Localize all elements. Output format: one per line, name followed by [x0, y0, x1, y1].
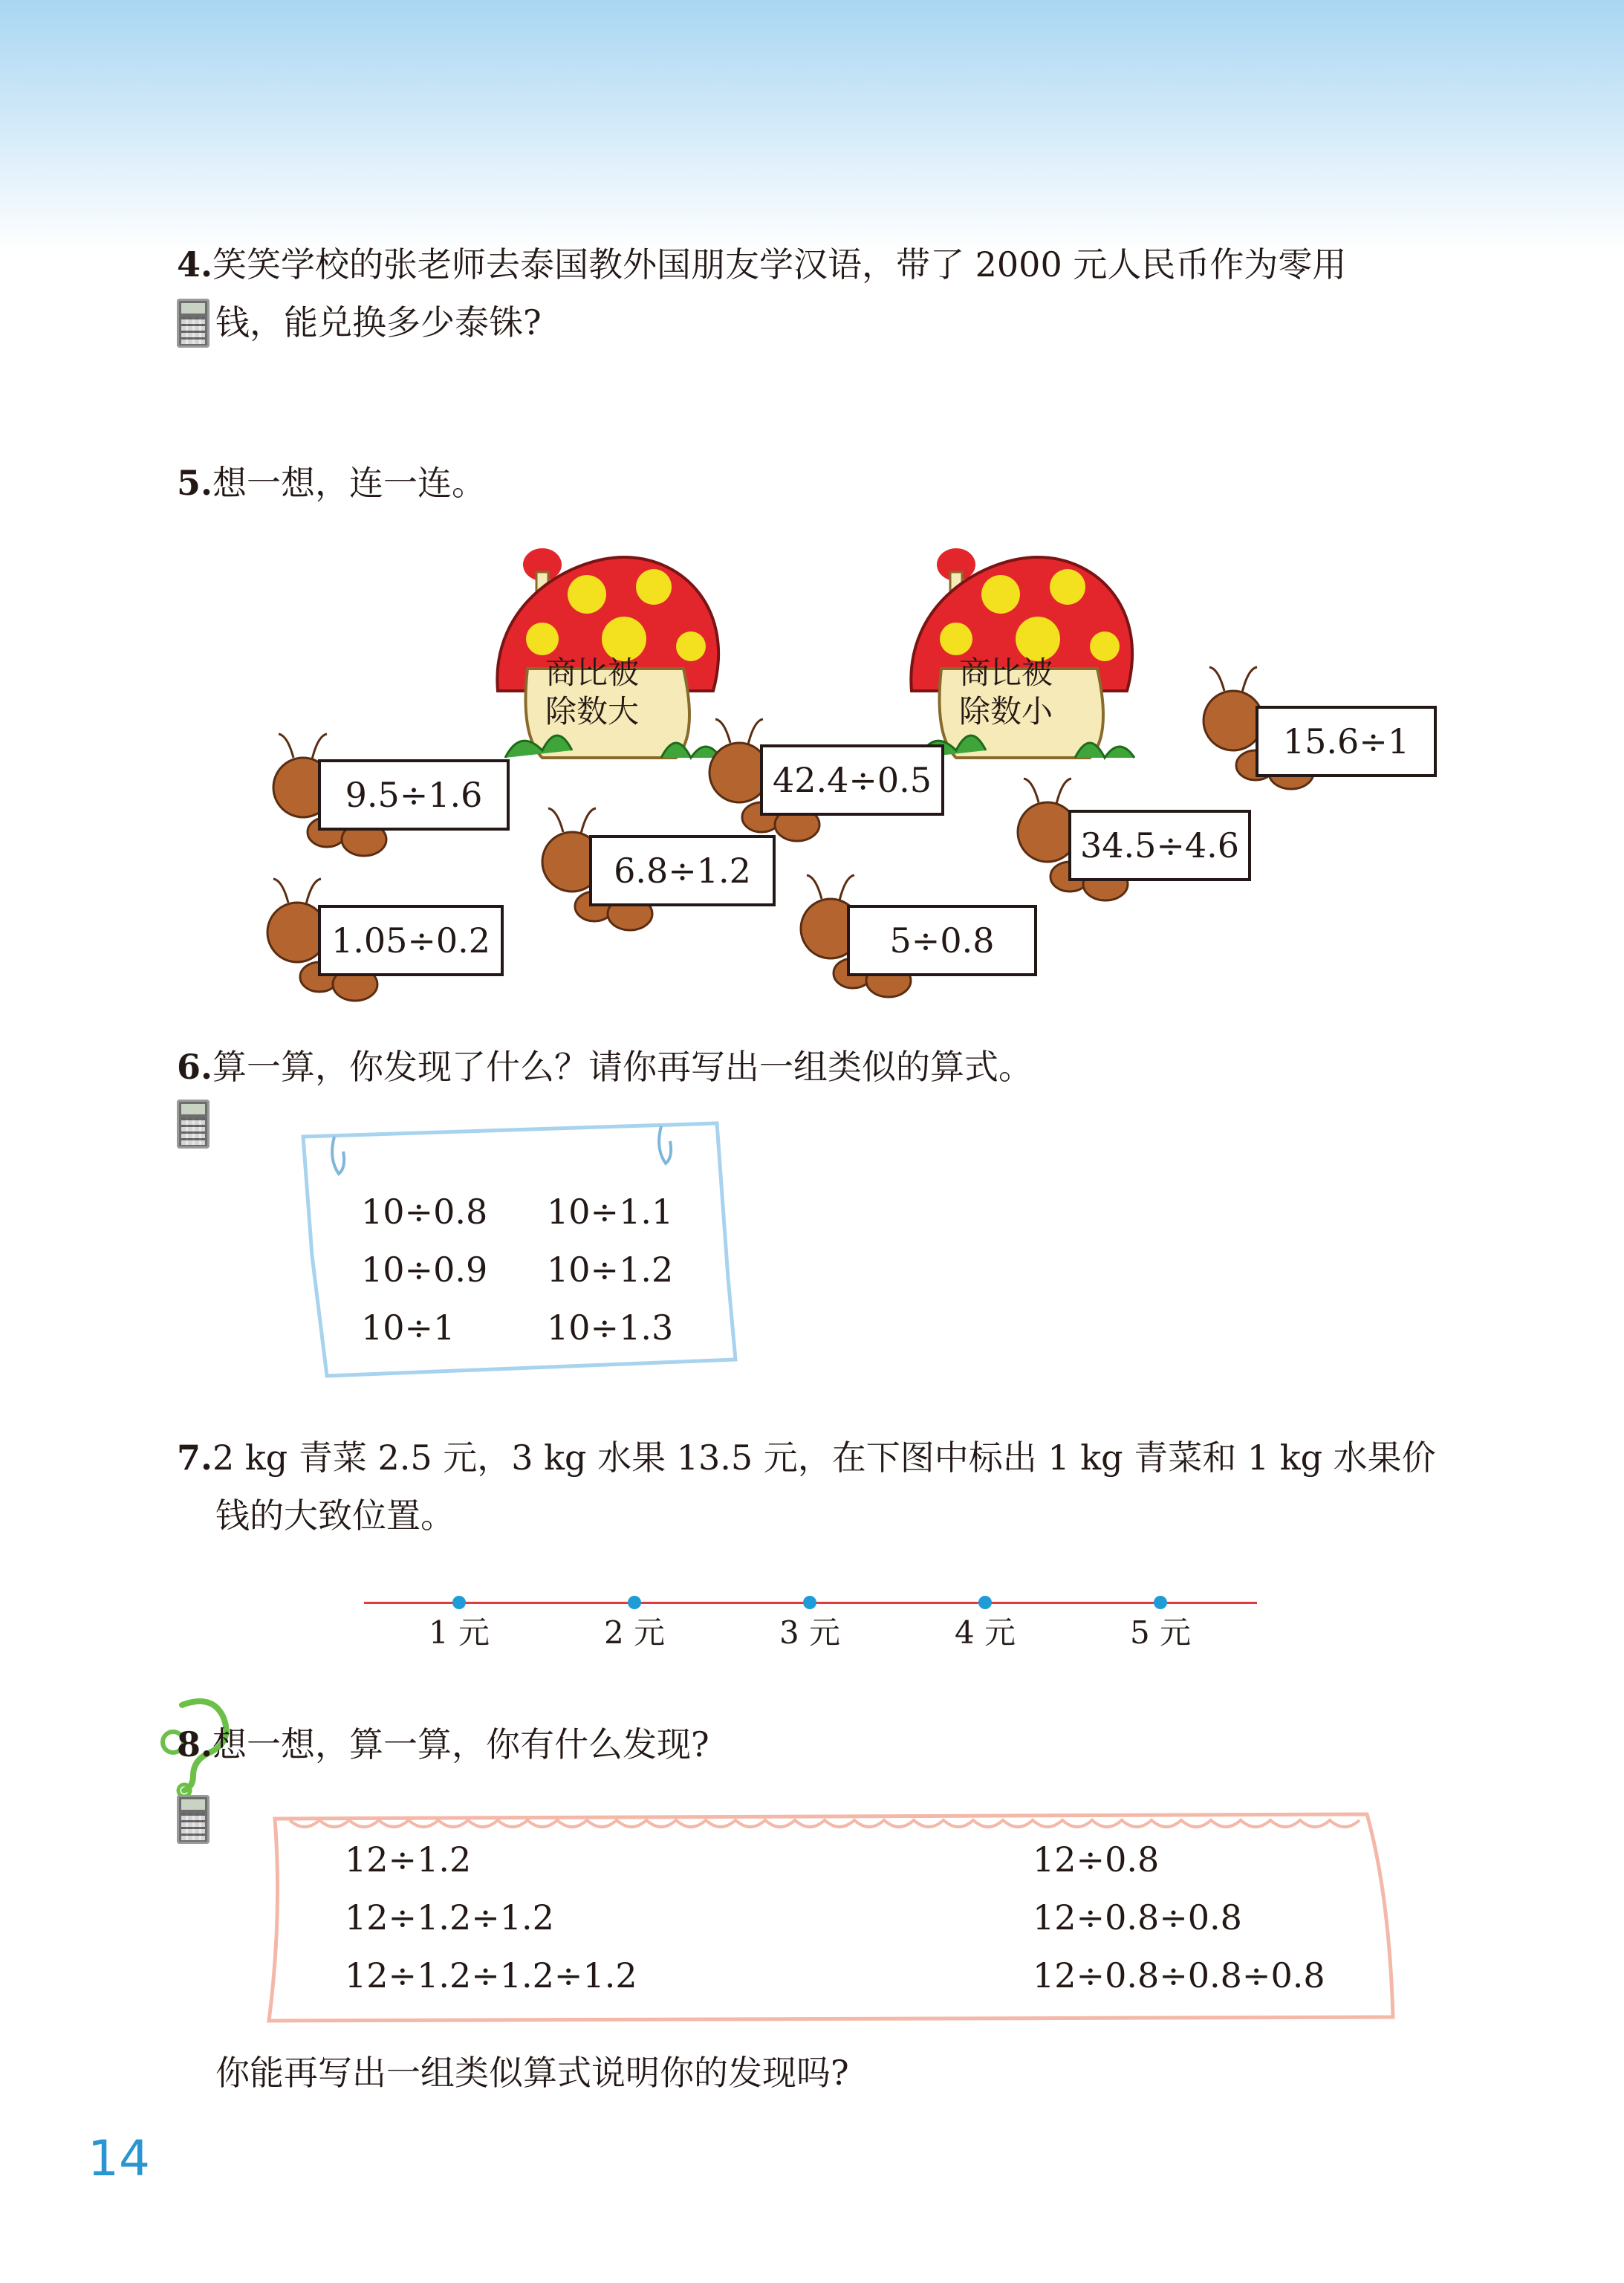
q6-board — [290, 1107, 750, 1397]
tick-3 — [803, 1596, 816, 1609]
q7-number: 7. — [177, 1438, 213, 1478]
q6-line — [177, 1039, 1033, 1095]
ant-box-2: 1.05÷0.2 — [318, 905, 504, 976]
q6-expr-1-2: 10÷0.9 — [361, 1250, 488, 1290]
mushroom-left-line2: 除数大 — [545, 693, 639, 730]
q8-text: 想一想，算一算，你有什么发现? — [212, 1724, 709, 1764]
tick-1 — [452, 1596, 466, 1609]
q6-expr-2-2: 10÷1.2 — [547, 1250, 674, 1290]
q8-expr-2-2: 12÷0.8÷0.8 — [1033, 1897, 1242, 1938]
q4-number: 4. — [177, 244, 213, 285]
q8-expr-2-1: 12÷0.8 — [1033, 1839, 1160, 1880]
mushroom-left-line1: 商比被 — [545, 655, 639, 691]
q8-expr-1-3: 12÷1.2÷1.2÷1.2 — [345, 1955, 637, 1995]
calculator-icon — [177, 299, 210, 348]
q5-number: 5. — [177, 463, 213, 503]
tick-label-4: 4 元 — [954, 1614, 1016, 1651]
q6-expr-1-1: 10÷0.8 — [361, 1192, 488, 1232]
tick-label-3: 3 元 — [779, 1614, 841, 1651]
q8-expr-1-2: 12÷1.2÷1.2 — [345, 1897, 554, 1938]
q4-text-line2: 钱，能兑换多少泰铢? — [215, 302, 542, 342]
mushroom-right-line2: 除数小 — [958, 693, 1053, 730]
header-band — [0, 0, 1624, 253]
ant-box-3: 6.8÷1.2 — [589, 835, 776, 906]
q8-expr-2-3: 12÷0.8÷0.8÷0.8 — [1033, 1955, 1325, 1995]
mushroom-right-line1: 商比被 — [958, 655, 1053, 691]
calculator-icon — [177, 1795, 210, 1844]
tick-4 — [978, 1596, 992, 1609]
q8-line — [177, 1716, 709, 1773]
q6-expr-2-3: 10÷1.3 — [547, 1308, 674, 1348]
q4-line1 — [177, 236, 1346, 293]
q5-text: 想一想，连一连。 — [212, 463, 487, 503]
ant-box-6: 34.5÷4.6 — [1068, 810, 1251, 881]
ant-box-1: 9.5÷1.6 — [318, 759, 510, 831]
q6-expr-2-1: 10÷1.1 — [547, 1192, 674, 1232]
q6-number: 6. — [177, 1047, 213, 1087]
tick-5 — [1154, 1596, 1167, 1609]
page-number: 14 — [88, 2130, 150, 2187]
q8-expr-1-1: 12÷1.2 — [345, 1839, 472, 1880]
ant-box-4: 42.4÷0.5 — [760, 744, 944, 816]
q8-followup: 你能再写出一组类似算式说明你的发现吗? — [215, 2053, 849, 2093]
tick-2 — [628, 1596, 641, 1609]
ant-box-7: 15.6÷1 — [1256, 706, 1437, 777]
q4-text-line1: 笑笑学校的张老师去泰国教外国朋友学汉语，带了 2000 元人民币作为零用 — [212, 244, 1347, 285]
q8-number: 8. — [177, 1724, 213, 1764]
tick-label-1: 1 元 — [428, 1614, 490, 1651]
q7-line1 — [177, 1429, 1436, 1486]
tick-label-5: 5 元 — [1129, 1614, 1192, 1651]
ant-box-5: 5÷0.8 — [847, 905, 1037, 976]
q7-text-line1: 2 kg 青菜 2.5 元，3 kg 水果 13.5 元，在下图中标出 1 kg 青菜和 1 kg 水果价 — [212, 1438, 1436, 1478]
q7-text-line2: 钱的大致位置。 — [215, 1496, 455, 1536]
q5-line — [177, 455, 486, 511]
q6-expr-1-3: 10÷1 — [361, 1308, 455, 1348]
tick-label-2: 2 元 — [603, 1614, 666, 1651]
calculator-icon — [177, 1100, 210, 1149]
q6-text: 算一算，你发现了什么？请你再写出一组类似的算式。 — [212, 1047, 1033, 1087]
